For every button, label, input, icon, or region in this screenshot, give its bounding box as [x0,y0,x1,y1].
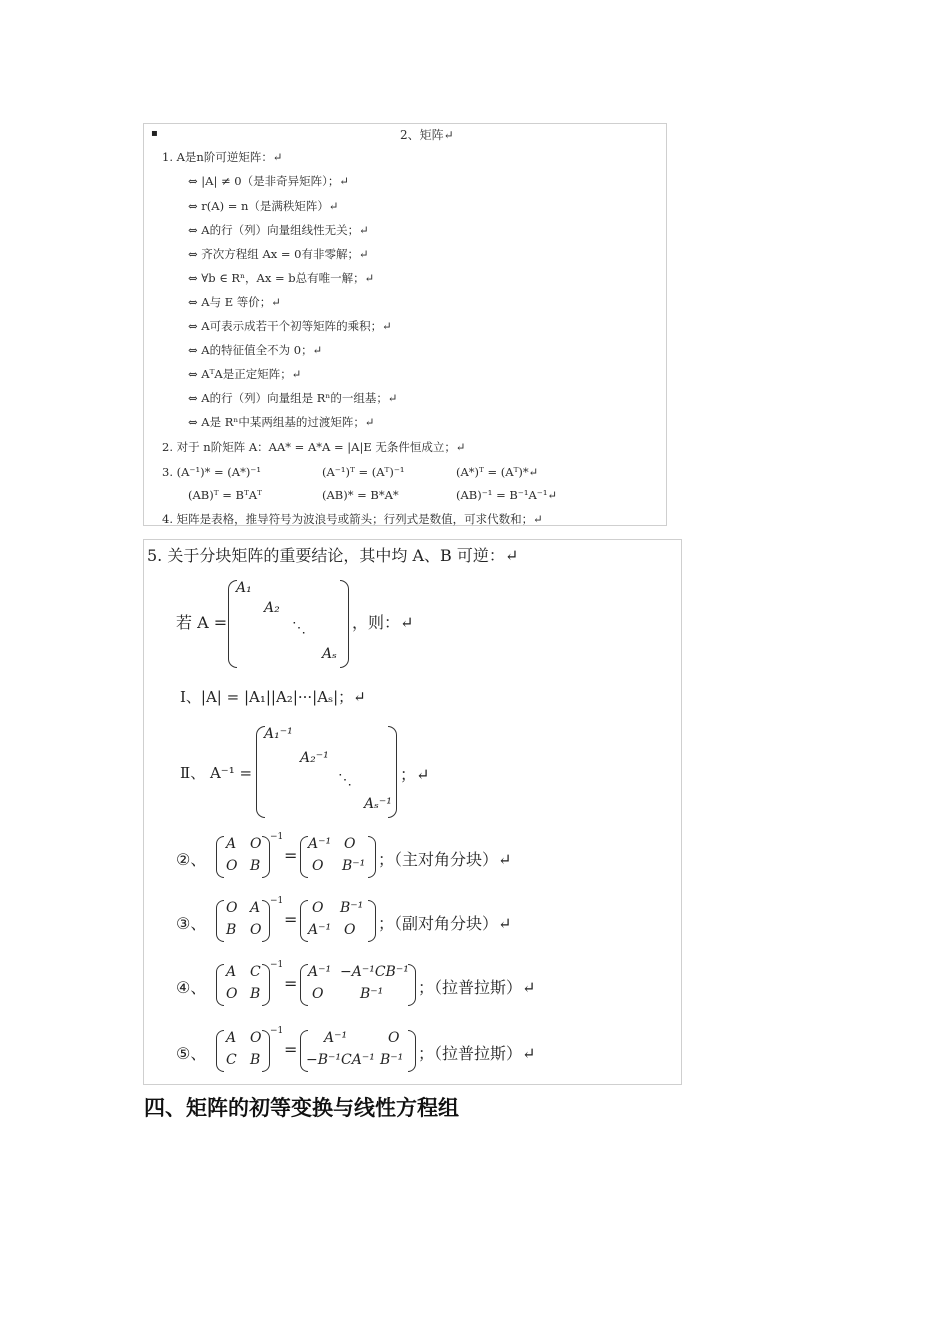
lhs-right-paren [262,964,270,1006]
lhs-right-paren [262,1030,270,1072]
rhs-cell: O [344,836,356,852]
bullet-mark: ▪ [151,128,158,139]
if-label: 若 A = [176,613,228,632]
lhs-cell: A [226,964,237,980]
rhs-cell: O [388,1030,400,1046]
lhs-cell: O [250,836,262,852]
rhs-cell: A⁻¹ [324,1030,348,1046]
lhs-cell: O [226,858,238,874]
rhs-cell: B⁻¹ [380,1052,404,1068]
lhs-left-paren [216,964,224,1006]
lhs-cell: A [226,1030,237,1046]
lhs-cell: B [250,1052,261,1068]
inverse-exponent: −1 [270,896,284,906]
equivalence-6: ⇔ A与 E 等价；↵ [188,295,281,309]
rhs-right-paren [368,836,376,878]
rhs-left-paren [300,900,308,942]
rhs-left-paren [300,836,308,878]
roman-2-end: ；↵ [400,765,430,784]
equals-sign: = [284,974,298,993]
lhs-cell: O [250,1030,262,1046]
inv-block-2: A₂⁻¹ [300,750,329,766]
inverse-exponent: −1 [270,832,284,842]
formula-number: ④、 [176,978,207,997]
rhs-right-paren [368,900,376,942]
rhs-cell: A⁻¹ [308,964,332,980]
block-as: Aₛ [322,646,337,662]
inv-block-s: Aₛ⁻¹ [364,796,392,812]
lhs-left-paren [216,1030,224,1072]
right-paren [340,580,349,668]
rhs-cell: −A⁻¹CB⁻¹ [340,964,409,980]
equivalence-1: ⇔ |A| ≠ 0（是非奇异矩阵）；↵ [188,174,349,188]
item-3-r1c3: (A*)ᵀ = (Aᵀ)*↵ [456,465,539,479]
rhs-cell: O [312,900,324,916]
item-3-r1c2: (A⁻¹)ᵀ = (Aᵀ)⁻¹ [322,465,405,479]
lhs-cell: O [226,986,238,1002]
then-label: ，则：↵ [352,613,414,632]
equivalence-5: ⇔ ∀b ∈ Rⁿ，Ax = b总有唯一解；↵ [188,271,375,285]
equivalence-8: ⇔ A的特征值全不为 0；↵ [188,343,323,357]
lhs-cell: B [250,858,261,874]
lhs-right-paren [262,900,270,942]
lhs-cell: C [226,1052,237,1068]
lhs-cell: A [226,836,237,852]
formula-number: ②、 [176,850,207,869]
rhs-cell: B⁻¹ [360,986,384,1002]
rhs-cell: O [312,858,324,874]
equivalence-10: ⇔ A的行（列）向量组是 Rⁿ的一组基；↵ [188,391,398,405]
formula-laplace-upper [144,960,683,1016]
equivalence-11: ⇔ A是 Rⁿ中某两组基的过渡矩阵；↵ [188,415,375,429]
equivalence-9: ⇔ AᵀA是正定矩阵；↵ [188,367,302,381]
lhs-cell: O [250,922,262,938]
rhs-left-paren [300,964,308,1006]
lhs-cell: B [226,922,237,938]
formula-number: ③、 [176,914,207,933]
rhs-right-paren [408,1030,416,1072]
inv-block-1: A₁⁻¹ [264,726,293,742]
inv-right-paren [388,726,397,818]
rhs-cell: B⁻¹ [340,900,364,916]
lhs-cell: C [250,964,261,980]
item-4: 4. 矩阵是表格，推导符号为波浪号或箭头；行列式是数值，可求代数和；↵ [162,512,543,526]
item-5: 5. 关于分块矩阵的重要结论，其中均 A、B 可逆：↵ [147,546,519,565]
equivalence-7: ⇔ A可表示成若干个初等矩阵的乘积；↵ [188,319,392,333]
equivalence-3: ⇔ A的行（列）向量组线性无关；↵ [188,223,369,237]
item-3-r2c1: (AB)ᵀ = BᵀAᵀ [188,488,262,502]
lhs-cell: O [226,900,238,916]
inv-block-dots: ⋱ [338,772,352,788]
formula-note: ；（拉普拉斯）↵ [418,978,536,997]
rhs-right-paren [408,964,416,1006]
rhs-cell: B⁻¹ [342,858,366,874]
formula-note: ；（主对角分块）↵ [378,850,512,869]
matrix-summary-panel [143,123,667,526]
inverse-exponent: −1 [270,1026,284,1036]
block-a2: A₂ [264,600,280,616]
block-dots: ⋱ [292,620,306,636]
equals-sign: = [284,910,298,929]
rhs-cell: −B⁻¹CA⁻¹ [306,1052,375,1068]
equals-sign: = [284,846,298,865]
formula-note: ；（副对角分块）↵ [378,914,512,933]
lhs-cell: A [250,900,261,916]
roman-1: Ⅰ、|A| = |A₁||A₂|···|Aₛ|；↵ [180,688,366,706]
block-a1: A₁ [236,580,252,596]
inverse-exponent: −1 [270,960,284,970]
equivalence-4: ⇔ 齐次方程组 Ax = 0有非零解；↵ [188,247,369,261]
rhs-cell: A⁻¹ [308,836,332,852]
lhs-left-paren [216,900,224,942]
formula-note: ；（拉普拉斯）↵ [418,1044,536,1063]
item-2: 2. 对于 n阶矩阵 A：AA* = A*A = |A|E 无条件恒成立；↵ [162,440,466,454]
lhs-left-paren [216,836,224,878]
item-3-r2c3: (AB)⁻¹ = B⁻¹A⁻¹↵ [456,488,558,502]
rhs-cell: O [344,922,356,938]
formula-anti-diagonal [144,896,683,952]
rhs-cell: O [312,986,324,1002]
formula-laplace-lower [144,1026,683,1082]
equals-sign: = [284,1040,298,1059]
item-3-r1c1: 3. (A⁻¹)* = (A*)⁻¹ [162,465,261,479]
section-heading: 四、矩阵的初等变换与线性方程组 [144,1096,459,1120]
lhs-cell: B [250,986,261,1002]
section-title: 2、矩阵↵ [400,128,454,142]
equivalence-2: ⇔ r(A) = n（是满秩矩阵）↵ [188,199,339,213]
item-1-head: 1. A是n阶可逆矩阵：↵ [162,150,283,164]
roman-2-label: Ⅱ、 A⁻¹ = [180,764,253,782]
formula-main-diagonal [144,832,683,888]
rhs-cell: A⁻¹ [308,922,332,938]
block-matrix-panel [143,539,682,1085]
lhs-right-paren [262,836,270,878]
formula-number: ⑤、 [176,1044,207,1063]
item-3-r2c2: (AB)* = B*A* [322,488,399,502]
